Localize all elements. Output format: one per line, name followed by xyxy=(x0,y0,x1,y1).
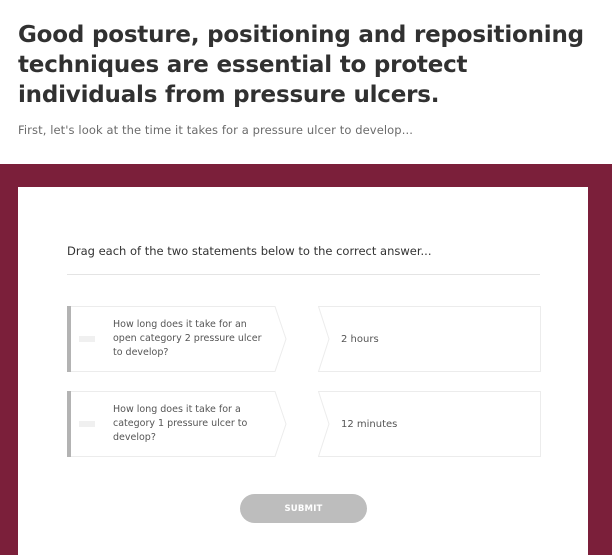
statement-text: How long does it take for a category 1 pressure ulcer to develop? xyxy=(113,404,248,443)
statement-text: How long does it take for an open category 2 pressure ulcer to develop? xyxy=(113,319,262,358)
page-title: Good posture, positioning and repositioning techniques are essential to protect individuals from pressure ulcers. xyxy=(18,22,584,108)
match-pair-1 xyxy=(67,306,541,372)
answer-drop-zone-2[interactable] xyxy=(318,391,541,457)
grip-lines-icon[interactable] xyxy=(79,421,95,427)
answer-drop-zone-1[interactable] xyxy=(318,306,541,372)
page-header xyxy=(18,20,598,137)
draggable-statement-2[interactable] xyxy=(67,391,287,457)
grip-lines-icon[interactable] xyxy=(79,336,95,342)
answer-text: 2 hours xyxy=(341,333,379,345)
submit-button[interactable]: SUBMIT xyxy=(240,494,367,523)
draggable-statement-1[interactable] xyxy=(67,306,287,372)
match-pair-2 xyxy=(67,391,541,457)
page-subtitle: First, let's look at the time it takes for a pressure ulcer to develop... xyxy=(18,123,413,137)
instruction-divider xyxy=(67,274,540,275)
answer-text: 12 minutes xyxy=(341,418,398,430)
drag-drop-activity-card xyxy=(18,187,588,555)
activity-instruction: Drag each of the two statements below to the correct answer... xyxy=(67,244,432,258)
